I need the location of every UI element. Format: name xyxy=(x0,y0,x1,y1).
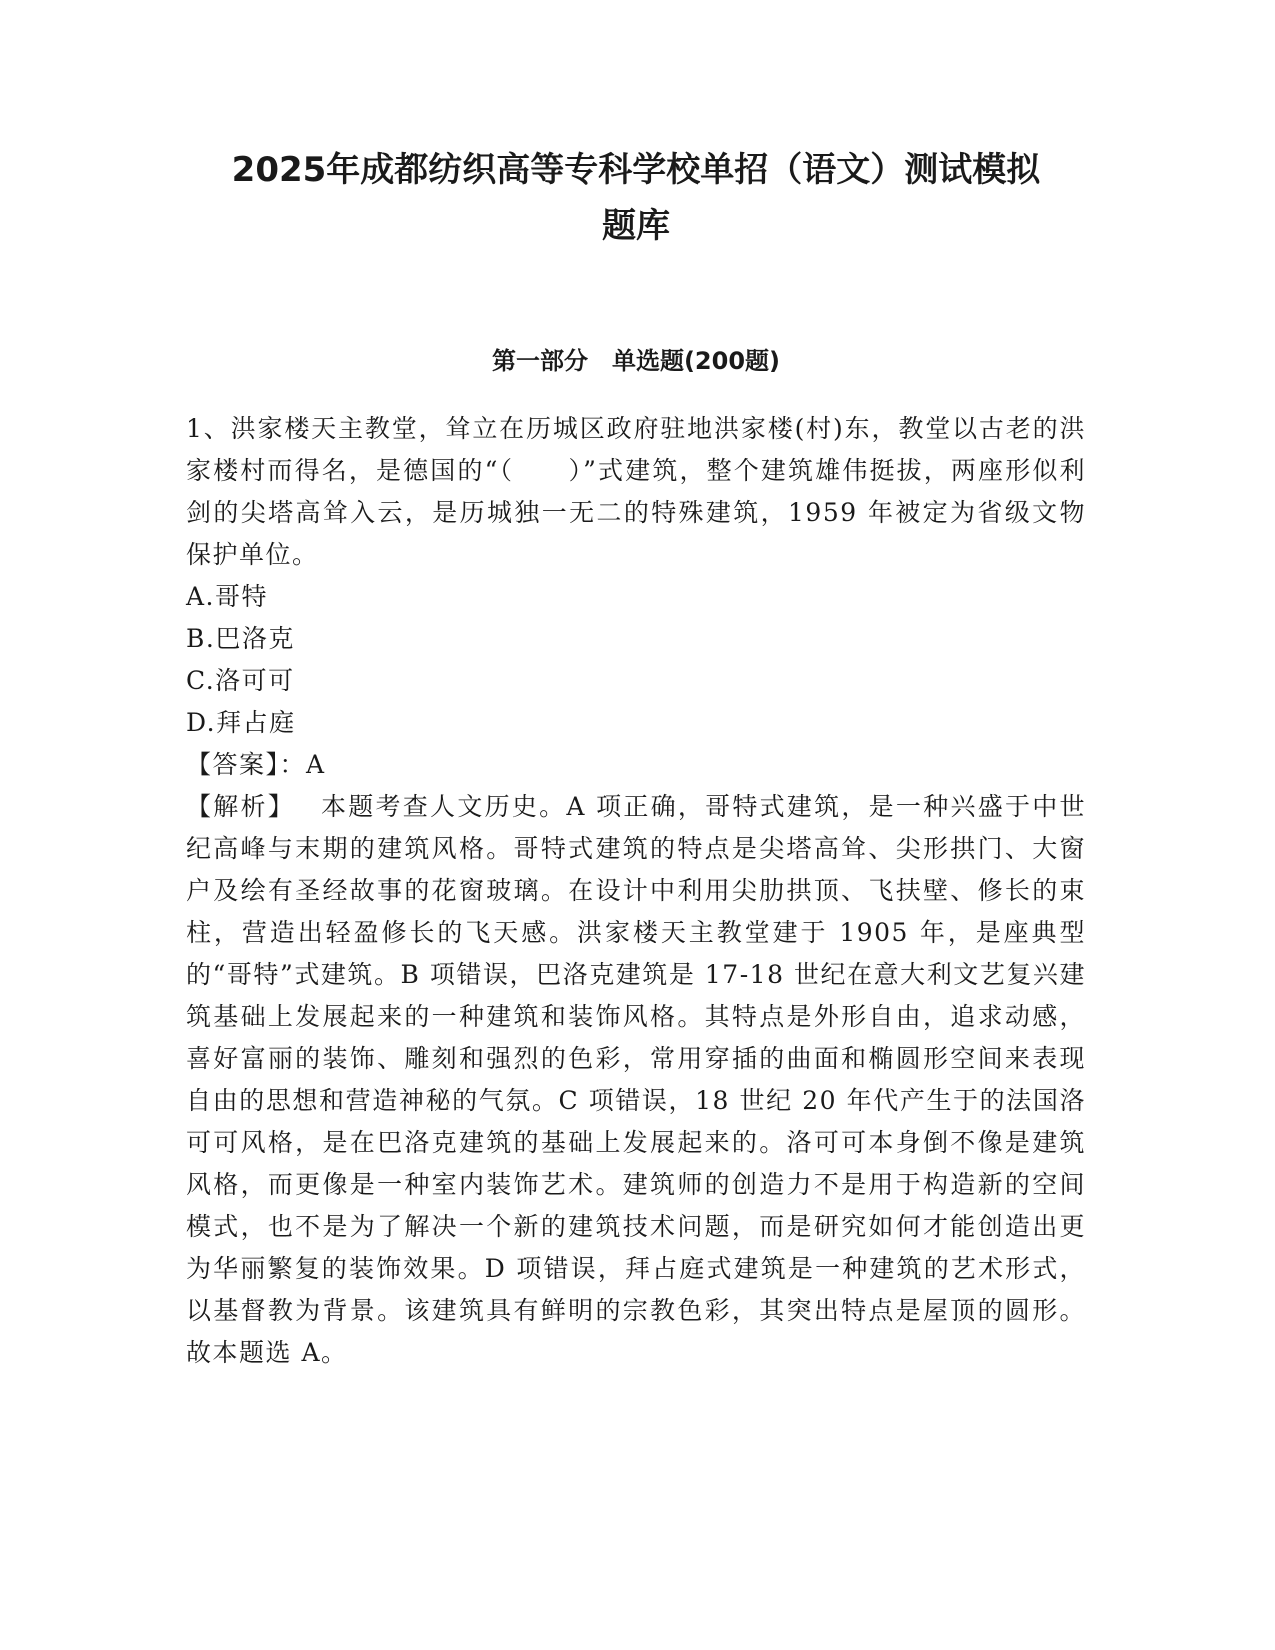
answer-label: 【答案】 xyxy=(186,750,280,779)
question-stem: 1、洪家楼天主教堂，耸立在历城区政府驻地洪家楼(村)东，教堂以古老的洪家楼村而得名，是德国的“（ ）”式建筑，整个建筑雄伟挺拔，两座形似利剑的尖塔高耸入云，是历城独一无二的特殊建筑，1959 年被定为省级文物保护单位。 xyxy=(186,414,1086,569)
option-c: C.洛可可 xyxy=(186,666,295,695)
section-heading: 第一部分 单选题(200题) xyxy=(491,347,781,375)
option-list xyxy=(186,576,1086,744)
analysis-label: 【解析】 xyxy=(186,792,296,821)
question-block xyxy=(186,408,1086,1374)
answer-line xyxy=(186,744,1086,786)
answer-separator: ： xyxy=(279,750,307,779)
answer-value: A xyxy=(306,750,326,779)
option-b: B.巴洛克 xyxy=(186,624,295,653)
document-title-line-1: 2025年成都纺织高等专科学校单招（语文）测试模拟 xyxy=(231,150,1041,190)
analysis-paragraph xyxy=(186,786,1086,1374)
option-d: D.拜占庭 xyxy=(186,708,296,737)
option-a: A.哥特 xyxy=(186,582,269,611)
document-title xyxy=(186,142,1086,254)
document-title-line-2: 题库 xyxy=(602,206,670,246)
analysis-text: 本题考查人文历史。A 项正确，哥特式建筑，是一种兴盛于中世纪高峰与末期的建筑风格。哥特式建筑的特点是尖塔高耸、尖形拱门、大窗户及绘有圣经故事的花窗玻璃。在设计中利用尖肋拱顶、飞扶壁、修长的束柱，营造出轻盈修长的飞天感。洪家楼天主教堂建于 1905 年，是座典型的“哥特”式建筑。B 项错误，巴洛克建筑是 17-18 世纪在意大利文艺复兴建筑基础上发展起来的一种建筑和装饰风格。其特点是外形自由，追求动感，喜好富丽的装饰、雕刻和强烈的色彩，常用穿插的曲面和椭圆形空间来表现自由的思想和营造神秘的气氛。C 项错误，18 世纪 20 年代产生于的法国洛可可风格，是在巴洛克建筑的基础上发展起来的。洛可可本身倒不像是建筑风格，而更像是一种室内装饰艺术。建筑师的创造力不是用于构造新的空间模式，也不是为了解决一个新的建筑技术问题，而是研究如何才能创造出更为华丽繁复的装饰效果。D 项错误，拜占庭式建筑是一种建筑的艺术形式，以基督教为背景。该建筑具有鲜明的宗教色彩，其突出特点是屋顶的圆形。故本题选 A。 xyxy=(186,792,1086,1367)
